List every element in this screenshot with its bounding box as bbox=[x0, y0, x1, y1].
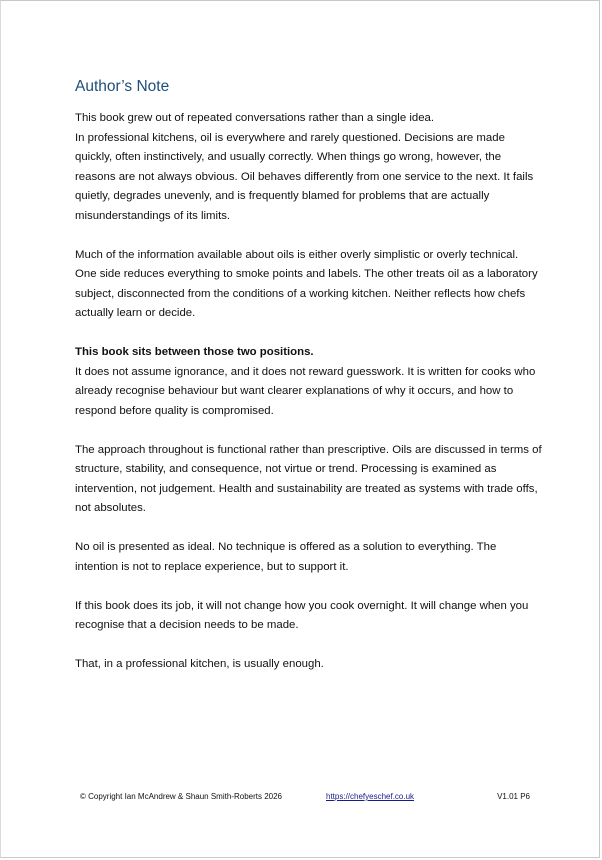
page-content bbox=[75, 77, 541, 694]
page-footer bbox=[80, 792, 530, 804]
text-line: quietly, degrades unevenly, and is frequently blamed for problems that are actually bbox=[75, 190, 490, 202]
paragraph bbox=[75, 343, 541, 421]
text-line: In professional kitchens, oil is everywhere and rarely questioned. Decisions are made bbox=[75, 131, 505, 144]
text-line: subject, disconnected from the conditions of a working kitchen. Neither reflects how chefs bbox=[75, 287, 526, 300]
copyright-notice: © Copyright Ian McAndrew & Shaun Smith-Roberts 2026 bbox=[80, 792, 282, 801]
text-line: That, in a professional kitchen, is usually enough. bbox=[75, 658, 324, 670]
bold-lead-line: This book sits between those two positions. bbox=[75, 346, 314, 358]
text-line: not absolutes. bbox=[75, 502, 146, 514]
paragraph bbox=[75, 441, 541, 519]
text-line: One side reduces everything to smoke points and labels. The other treats oil as a laboratory bbox=[75, 268, 538, 280]
body-text bbox=[75, 109, 541, 675]
text-line: actually learn or decide. bbox=[75, 307, 196, 319]
text-line: intention is not to replace experience, but to support it. bbox=[75, 560, 349, 573]
text-line: structure, stability, and consequence, not virtue or trend. Processing is examined as bbox=[75, 463, 497, 475]
text-line: It does not assume ignorance, and it does not reward guesswork. It is written for cooks who bbox=[75, 365, 536, 378]
text-line: The approach throughout is functional rather than prescriptive. Oils are discussed in terms of bbox=[75, 443, 542, 456]
text-line: No oil is presented as ideal. No technique is offered as a solution to everything. The bbox=[75, 541, 497, 553]
text-line: reasons are not always obvious. Oil behaves differently from one service to the next. It fails bbox=[75, 170, 534, 183]
paragraph bbox=[75, 538, 541, 577]
paragraph bbox=[75, 655, 541, 675]
page-title: Author’s Note bbox=[75, 78, 170, 95]
paragraph bbox=[75, 109, 541, 226]
text-line: This book grew out of repeated conversations rather than a single idea. bbox=[75, 112, 435, 124]
website-link[interactable]: https://chefyeschef.co.uk bbox=[326, 792, 415, 801]
text-line: recognise that a decision needs to be made. bbox=[75, 619, 299, 631]
version-page-number: V1.01 P6 bbox=[497, 792, 530, 801]
paragraph bbox=[75, 597, 541, 636]
text-line: If this book does its job, it will not change how you cook overnight. It will change when you bbox=[75, 599, 529, 612]
paragraph bbox=[75, 246, 541, 324]
text-line: quickly, often instinctively, and usually correctly. When things go wrong, however, the bbox=[75, 151, 502, 163]
text-line: respond before quality is compromised. bbox=[75, 404, 274, 417]
text-line: misunderstandings of its limits. bbox=[75, 209, 231, 222]
text-line: already recognise behaviour but want clearer explanations of why it occurs, and how to bbox=[75, 385, 514, 397]
text-line: Much of the information available about oils is either overly simplistic or overly technical. bbox=[75, 248, 519, 261]
text-line: intervention, not judgement. Health and sustainability are treated as systems with trade offs, bbox=[75, 482, 538, 495]
